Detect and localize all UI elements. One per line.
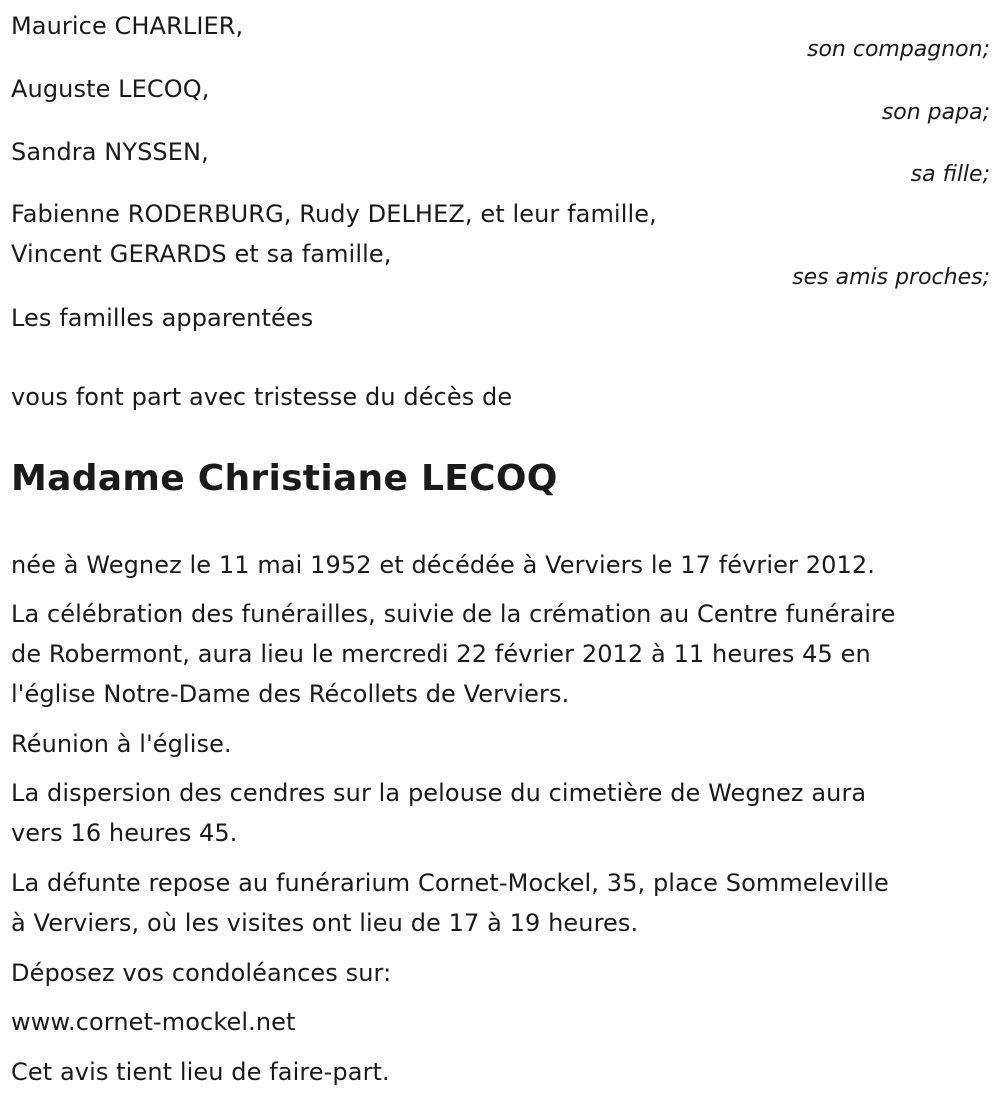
family-relation: son papa; bbox=[881, 100, 990, 125]
detail-line: La défunte repose au funérarium Cornet-Mockel, 35, place Sommeleville bbox=[11, 869, 889, 897]
family-name-line: Maurice CHARLIER, bbox=[11, 12, 244, 40]
detail-line: Déposez vos condoléances sur: bbox=[11, 959, 392, 987]
detail-line: La dispersion des cendres sur la pelouse du cimetière de Wegnez aura bbox=[11, 779, 867, 807]
family-name-line: Les familles apparentées bbox=[11, 304, 314, 332]
deceased-name: Madame Christiane LECOQ bbox=[11, 458, 558, 499]
family-name-line: Fabienne RODERBURG, Rudy DELHEZ, et leur famille, bbox=[11, 200, 657, 228]
family-name-line: Sandra NYSSEN, bbox=[11, 138, 209, 166]
detail-line: vers 16 heures 45. bbox=[11, 819, 238, 847]
detail-line: née à Wegnez le 11 mai 1952 et décédée à Verviers le 17 février 2012. bbox=[11, 551, 875, 579]
detail-line: de Robermont, aura lieu le mercredi 22 février 2012 à 11 heures 45 en bbox=[11, 640, 871, 668]
detail-line: La célébration des funérailles, suivie de la crémation au Centre funéraire bbox=[11, 600, 896, 628]
announcement-text: vous font part avec tristesse du décès de bbox=[11, 383, 513, 411]
website-text: www.cornet-mockel.net bbox=[11, 1008, 296, 1036]
detail-line: Réunion à l'église. bbox=[11, 730, 232, 758]
family-relation: sa fille; bbox=[910, 162, 990, 187]
family-relation: son compagnon; bbox=[806, 37, 990, 62]
detail-line: Cet avis tient lieu de faire-part. bbox=[11, 1058, 390, 1086]
family-relation: ses amis proches; bbox=[792, 265, 990, 290]
detail-line: à Verviers, où les visites ont lieu de 17 à 19 heures. bbox=[11, 909, 639, 937]
family-name-line: Vincent GERARDS et sa famille, bbox=[11, 240, 392, 268]
family-name-line: Auguste LECOQ, bbox=[11, 75, 210, 103]
detail-line: l'église Notre-Dame des Récollets de Verviers. bbox=[11, 680, 570, 708]
